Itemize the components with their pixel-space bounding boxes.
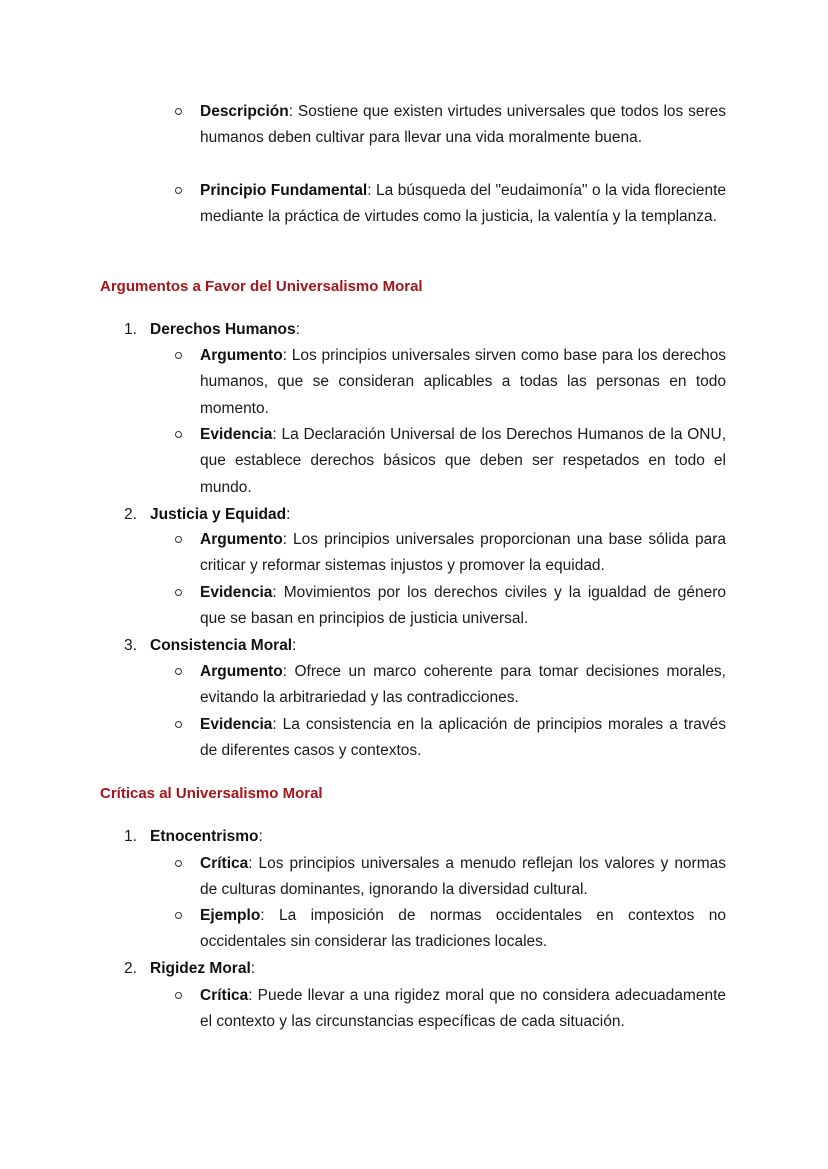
bullet-justicia-evidencia bbox=[200, 580, 726, 633]
hollow-bullet-icon bbox=[175, 108, 182, 115]
bullet-text: : Los principios universales proporcionan una base sólida para criticar y reformar sistemas injustos y promover la equidad. bbox=[200, 531, 726, 575]
bullet-rigidez-critica bbox=[200, 983, 726, 1036]
hollow-bullet-icon bbox=[175, 912, 182, 919]
bullet-text: : Sostiene que existen virtudes universales que todos los seres humanos deben cultivar para llevar una vida moralmente buena. bbox=[200, 103, 726, 147]
bullet-label: Crítica bbox=[200, 855, 249, 872]
bullet-text: : La imposición de normas occidentales en contextos no occidentales sin considerar las tradiciones locales. bbox=[200, 907, 726, 951]
bullet-label: Evidencia bbox=[200, 426, 273, 443]
hollow-bullet-icon bbox=[175, 589, 182, 596]
hollow-bullet-icon bbox=[175, 352, 182, 359]
hollow-bullet-icon bbox=[175, 992, 182, 999]
intro-bullet-descripcion bbox=[200, 99, 726, 152]
hollow-bullet-icon bbox=[175, 668, 182, 675]
bullet-derechos-argumento bbox=[200, 343, 726, 422]
item-number: 1. bbox=[124, 321, 137, 338]
item-number: 2. bbox=[124, 960, 137, 977]
hollow-bullet-icon bbox=[175, 536, 182, 543]
bullet-text: : Movimientos por los derechos civiles y la igualdad de género que se basan en principios de justicia universal. bbox=[200, 584, 726, 628]
bullet-text: : La búsqueda del "eudaimonía" o la vida floreciente mediante la práctica de virtudes como la justicia, la valentía y la templanza. bbox=[200, 182, 726, 226]
numbered-item-justicia bbox=[124, 502, 290, 528]
hollow-bullet-icon bbox=[175, 187, 182, 194]
item-colon: : bbox=[292, 637, 297, 654]
bullet-etnocentrismo-critica bbox=[200, 851, 726, 904]
bullet-text: : Los principios universales sirven como base para los derechos humanos, que se consideran aplicables a todas las personas en todo momento. bbox=[200, 347, 726, 417]
section-heading-criticas: Críticas al Universalismo Moral bbox=[100, 785, 323, 802]
bullet-etnocentrismo-ejemplo bbox=[200, 903, 726, 956]
bullet-text: : La consistencia en la aplicación de principios morales a través de diferentes casos y contextos. bbox=[200, 716, 726, 760]
bullet-text: : Puede llevar a una rigidez moral que no considera adecuadamente el contexto y las circunstancias específicas de cada situación. bbox=[200, 987, 726, 1031]
bullet-consistencia-argumento bbox=[200, 659, 726, 712]
item-number: 3. bbox=[124, 637, 137, 654]
item-number: 1. bbox=[124, 828, 137, 845]
bullet-consistencia-evidencia bbox=[200, 712, 726, 765]
item-title: Etnocentrismo bbox=[150, 828, 259, 845]
hollow-bullet-icon bbox=[175, 721, 182, 728]
bullet-text: : Ofrece un marco coherente para tomar decisiones morales, evitando la arbitrariedad y las contradicciones. bbox=[200, 663, 726, 707]
hollow-bullet-icon bbox=[175, 860, 182, 867]
bullet-text: : Los principios universales a menudo reflejan los valores y normas de culturas dominantes, ignorando la diversidad cultural. bbox=[200, 855, 726, 899]
numbered-item-derechos-humanos bbox=[124, 317, 300, 343]
intro-bullet-principio bbox=[200, 178, 726, 231]
section-heading-favor: Argumentos a Favor del Universalismo Moral bbox=[100, 278, 423, 295]
item-title: Derechos Humanos bbox=[150, 321, 296, 338]
numbered-item-rigidez bbox=[124, 956, 255, 982]
bullet-label: Descripción bbox=[200, 103, 289, 120]
bullet-label: Ejemplo bbox=[200, 907, 261, 924]
bullet-justicia-argumento bbox=[200, 527, 726, 580]
bullet-label: Crítica bbox=[200, 987, 249, 1004]
item-colon: : bbox=[258, 828, 263, 845]
item-number: 2. bbox=[124, 506, 137, 523]
bullet-label: Argumento bbox=[200, 347, 283, 364]
item-title: Rigidez Moral bbox=[150, 960, 251, 977]
bullet-derechos-evidencia bbox=[200, 422, 726, 501]
item-colon: : bbox=[286, 506, 291, 523]
hollow-bullet-icon bbox=[175, 431, 182, 438]
bullet-label: Argumento bbox=[200, 663, 283, 680]
item-colon: : bbox=[250, 960, 256, 977]
item-title: Consistencia Moral bbox=[150, 637, 293, 654]
bullet-label: Evidencia bbox=[200, 584, 273, 601]
bullet-label: Argumento bbox=[200, 531, 283, 548]
item-colon: : bbox=[295, 321, 300, 338]
bullet-label: Evidencia bbox=[200, 716, 273, 733]
numbered-item-etnocentrismo bbox=[124, 824, 263, 850]
numbered-item-consistencia bbox=[124, 633, 296, 659]
item-title: Justicia y Equidad bbox=[150, 506, 287, 523]
bullet-text: : La Declaración Universal de los Derechos Humanos de la ONU, que establece derechos básicos que deben ser respetados en todo el mundo. bbox=[200, 426, 726, 496]
bullet-label: Principio Fundamental bbox=[200, 182, 368, 199]
